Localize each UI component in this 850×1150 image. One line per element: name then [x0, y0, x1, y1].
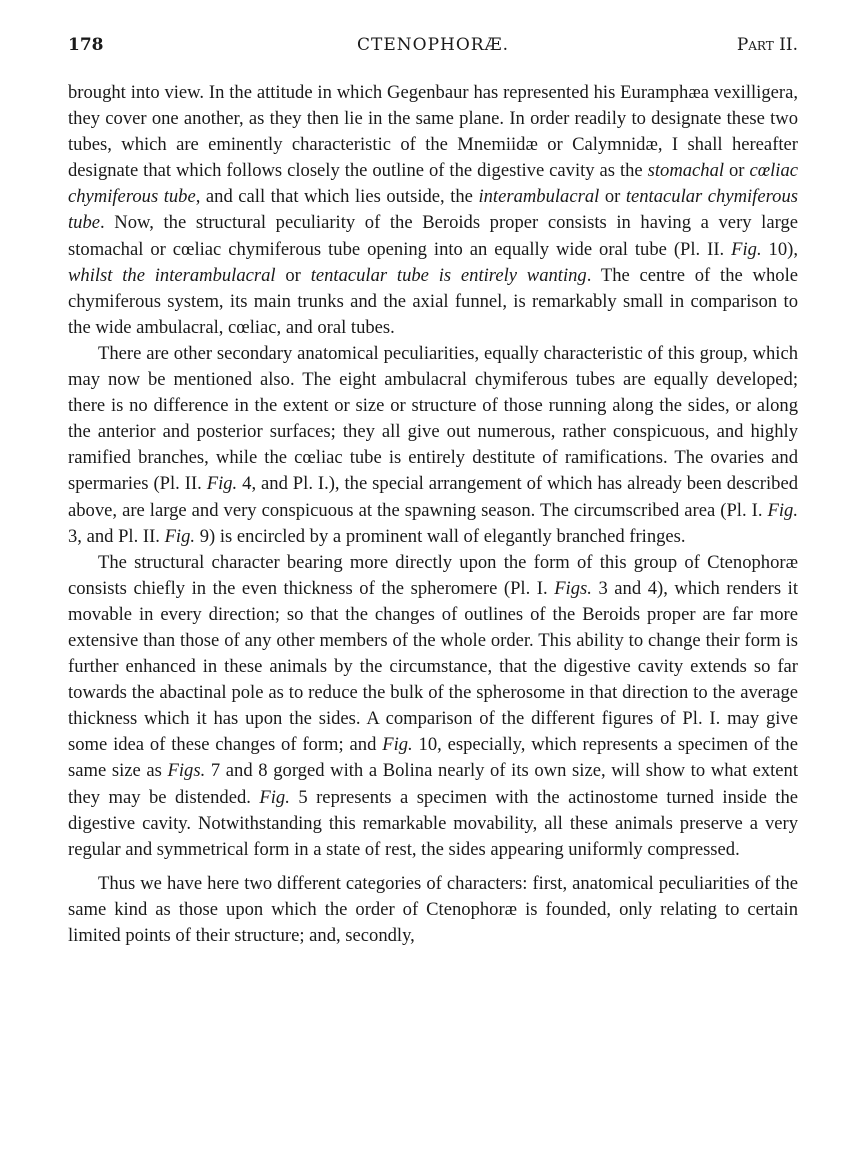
text-run: The structural character bearing more directly upon the form of this group of Ctenophoræ consists chiefly in the even thickness of the spheromere (Pl. I. [68, 551, 798, 599]
text-run: 3 and 4), which renders it movable in every direction; so that the changes of outlines of the Beroids proper are far more extensive than those of any other members of the whole order. This ability to change their form is further enhanced in these animals by the circumstance, that the digestive cavity extends so far towards the abactinal pole as to reduce the bulk of the spherosome in that direction to the average thickness which it has upon the sides. A comparison of the different figures of Pl. I. may give some idea of these changes of form; and [68, 577, 798, 756]
italic-text: Fig. [206, 473, 238, 495]
text-run: 7 and 8 gorged with a Bolina nearly of its own size, will show to what extent they may be distended. [68, 760, 798, 808]
part-label: Part II. [736, 35, 798, 55]
italic-text: tentacular tube is entirely wanting [310, 264, 587, 286]
paragraph-4 [68, 871, 798, 949]
text-run: brought into view. In the attitude in which Gegenbaur has represented his Euramphæa vexilligera, they cover one another, as they then lie in the same plane. In order readily to designate these two tubes, which are eminently characteristic of the Mnemiidæ or Calymnidæ, I shall hereafter designate that which follows closely the outline of the digestive cavity as the [68, 82, 798, 182]
page-number: 178 [68, 35, 104, 55]
running-title: CTENOPHORÆ. [357, 35, 509, 55]
italic-text: stomachal [647, 160, 725, 182]
text-run: 3, and Pl. II. [68, 525, 165, 547]
italic-text: Fig. [164, 525, 196, 547]
italic-text: whilst the interambulacral [68, 264, 276, 286]
text-run: 9) is encircled by a prominent wall of elegantly branched fringes. [195, 525, 686, 547]
text-run: There are other secondary anatomical peculiarities, equally characteristic of this group, which may now be mentioned also. The eight ambulacral chymiferous tubes are equally developed; there is no difference in the extent or size or structure of those running along the sides, or along the anterior and posterior surfaces; they all give out numerous, rather conspicuous, and highly ramified branches, while the cœliac tube is entirely destitute of ramifications. The ovaries and spermaries (Pl. II. [68, 342, 798, 495]
text-run: 5 represents a specimen with the actinostome turned inside the digestive cavity. Notwithstanding this remarkable movability, all these animals preserve a very regular and symmetrical form in a state of rest, the sides appearing uniformly compressed. [68, 786, 799, 860]
text-run: , and call that which lies outside, the [195, 186, 479, 208]
running-header [68, 32, 798, 58]
italic-text: Figs. [554, 577, 592, 599]
italic-text: Fig. [259, 786, 290, 808]
text-run: or [275, 264, 311, 286]
text-run: . Now, the structural peculiarity of the Beroids proper consists in having a very large stomachal or cœliac chymiferous tube opening into an equally wide oral tube (Pl. II. [68, 212, 798, 260]
italic-text: interambulacral [478, 186, 600, 208]
text-run: 10), [761, 238, 798, 260]
italic-text: Figs. [167, 760, 206, 782]
text-run: or [599, 186, 626, 208]
text-run: 10, especially, which represents a specimen of the same size as [68, 734, 798, 782]
italic-text: cœliac chymiferous tube [68, 160, 798, 208]
italic-text: Fig. [767, 499, 798, 521]
italic-text: Fig. [382, 734, 413, 756]
paragraph-2 [68, 341, 798, 550]
paragraph-3 [68, 550, 798, 863]
italic-text: tentacular chymiferous tube [68, 186, 798, 234]
paragraph-1 [68, 80, 798, 341]
italic-text: Fig. [731, 238, 762, 260]
body-text [68, 80, 798, 949]
text-run: 4, and Pl. I.), the special arrangement of which has already been described above, are large and very conspicuous at the spawning season. The circumscribed area (Pl. I. [68, 473, 799, 521]
text-run: Thus we have here two different categories of characters: first, anatomical peculiarities of the same kind as those upon which the order of Ctenophoræ is founded, only relating to certain limited points of their structure; and, secondly, [68, 872, 798, 946]
text-run: or [724, 160, 750, 182]
text-run: . The centre of the whole chymiferous system, its main trunks and the axial funnel, is remarkably small in comparison to the wide ambulacral, cœliac, and oral tubes. [68, 264, 798, 338]
